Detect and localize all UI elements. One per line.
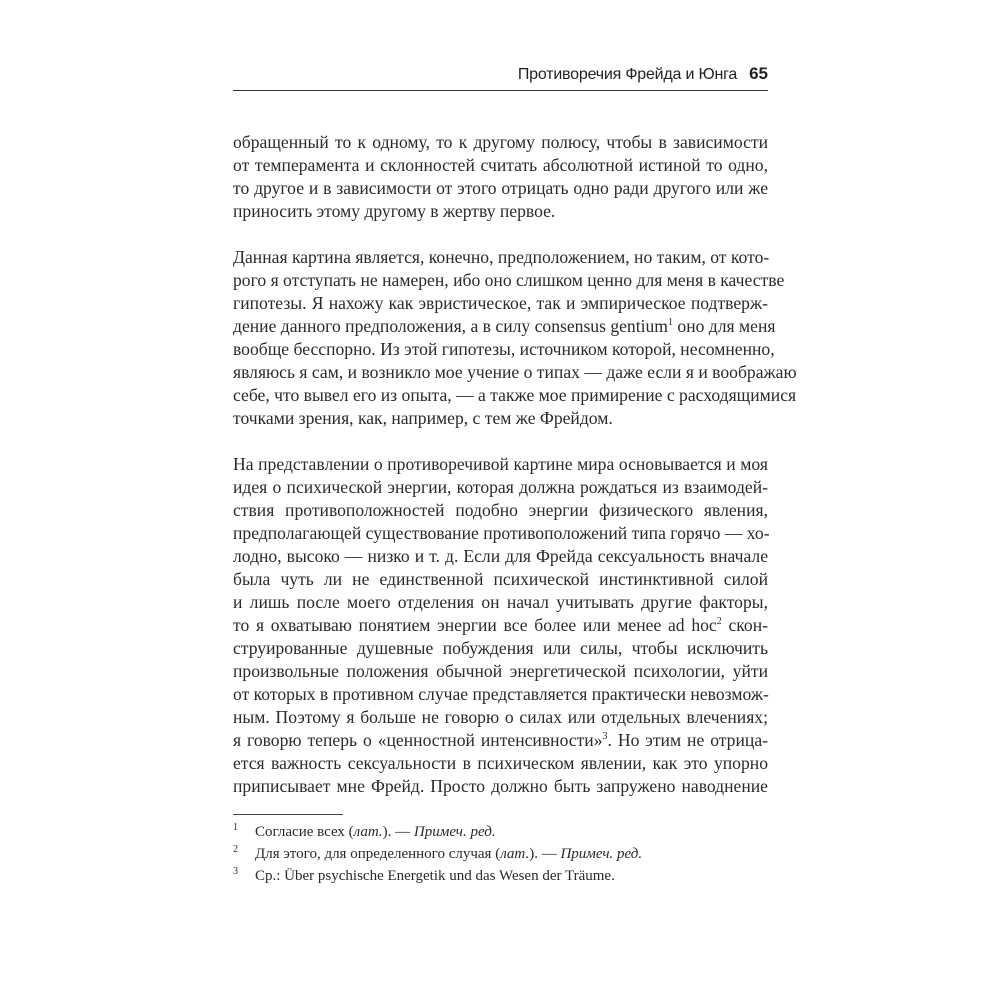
- footnotes: [233, 821, 768, 887]
- text-line: струированные душевные побуждения или силы, чтобы исключить: [233, 638, 768, 658]
- paragraph-1: [233, 131, 768, 223]
- footnote-3: [233, 865, 768, 887]
- text-line: приносить этому другому в жертву первое.: [233, 201, 556, 221]
- running-title: Противоречия Фрейда и Юнга: [517, 66, 738, 83]
- footnote-text: Ср.: Über psychische Energetik und das Wesen der Träume.: [255, 868, 615, 884]
- footnote-text: [255, 821, 496, 843]
- footnote-ref-1: 1: [668, 317, 673, 328]
- footnote-text: [255, 843, 642, 865]
- footnote-fragment: ). —: [382, 824, 414, 840]
- footnote-1: [233, 821, 768, 843]
- header-rule: [233, 90, 768, 91]
- text-line: от которых в противном случае представляется практически невозмож-: [233, 684, 769, 704]
- text-line: являюсь я сам, и возникло мое учение о типах — даже если я и воображаю: [233, 362, 797, 382]
- text-fragment: то я охватываю понятием энергии все более или менее ad hoc: [233, 615, 717, 635]
- text-line: произвольные положения обычной энергетической психологии, уйти: [233, 661, 768, 681]
- text-line: то другое и в зависимости от этого отрицать одно ради другого или же: [233, 178, 768, 198]
- text-line: вообще бесспорно. Из этой гипотезы, источником которой, несомненно,: [233, 339, 775, 359]
- text-line: ется важность сексуальности в психическом явлении, как это упорно: [233, 753, 768, 773]
- text-line: и лишь после моего отделения он начал учитывать другие факторы,: [233, 592, 768, 612]
- text-line: [233, 614, 768, 637]
- footnote-editor-note: Примеч. ред.: [413, 824, 496, 840]
- text-fragment: я говорю теперь о «ценностной интенсивности»: [233, 730, 603, 750]
- footnote-lang: лат.: [353, 824, 383, 840]
- main-text: [233, 131, 797, 821]
- footnote-rule: [233, 814, 343, 815]
- footnote-fragment: ). —: [529, 846, 561, 862]
- footnote-ref-2: 2: [716, 616, 722, 627]
- text-line: лодно, высоко — низко и т. д. Если для Фрейда сексуальность вначале: [233, 546, 768, 566]
- text-line: На представлении о противоречивой картине мира основывается и моя: [233, 454, 768, 474]
- text-line: предполагающей существование противоположений типа горячо — хо-: [233, 523, 770, 543]
- paragraph-2: [233, 246, 797, 430]
- page-number: 65: [749, 64, 768, 83]
- footnote-number: 3: [233, 866, 238, 877]
- text-line: от темперамента и склонностей считать абсолютной истиной то одно,: [233, 155, 768, 175]
- text-line: себе, что вывел его из опыта, — а также мое примирение с расходящимися: [233, 385, 797, 405]
- footnote-number: 2: [233, 844, 238, 855]
- running-header: [233, 64, 768, 90]
- footnote-2: [233, 843, 768, 865]
- text-line: точками зрения, как, например, с тем же Фрейдом.: [233, 408, 613, 428]
- footnote-fragment: Согласие всех (: [255, 824, 354, 840]
- footnote-ref-3: 3: [602, 731, 608, 742]
- footnote-fragment: Для этого, для определенного случая (: [255, 846, 501, 862]
- text-line: Данная картина является, конечно, предположением, но таким, от кото-: [233, 247, 770, 267]
- footnote-lang: лат.: [500, 846, 530, 862]
- text-fragment: дение данного предположения, а в силу consensus gentium: [233, 316, 668, 336]
- paragraph-3: [233, 453, 768, 798]
- text-fragment: . Но этим не отрица-: [607, 730, 768, 750]
- text-line: ствия противоположностей подобно энергии физического явления,: [233, 500, 768, 520]
- footnote-number: 1: [233, 822, 238, 833]
- text-fragment: оно для меня: [673, 316, 776, 336]
- text-line: была чуть ли не единственной психической инстинктивной силой: [233, 569, 768, 589]
- text-line: приписывает мне Фрейд. Просто должно быть запружено наводнение: [233, 776, 768, 796]
- text-line: [233, 315, 776, 338]
- text-line: обращенный то к одному, то к другому полюсу, чтобы в зависимости: [233, 132, 768, 152]
- footnote-editor-note: Примеч. ред.: [560, 846, 643, 862]
- text-line: [233, 729, 768, 752]
- text-line: идея о психической энергии, которая должна рождаться из взаимодей-: [233, 477, 768, 497]
- text-line: гипотезы. Я нахожу как эвристическое, так и эмпирическое подтверж-: [233, 293, 768, 313]
- text-fragment: скон-: [721, 615, 769, 635]
- text-line: рого я отступать не намерен, ибо оно слишком ценно для меня в качестве: [233, 270, 785, 290]
- text-line: ным. Поэтому я больше не говорю о силах или отдельных влечениях;: [233, 707, 768, 727]
